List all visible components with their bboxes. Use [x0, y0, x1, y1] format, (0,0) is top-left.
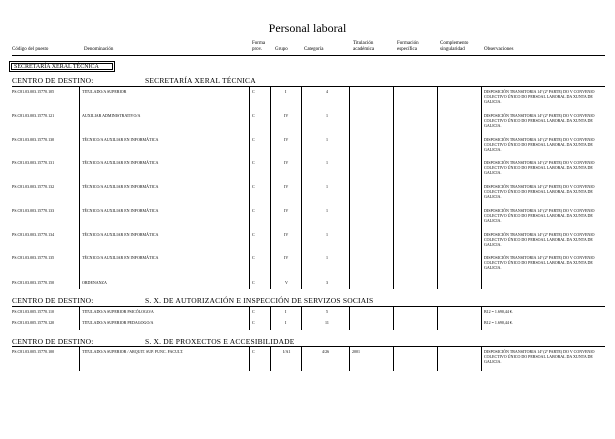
col-complemento-l1: Complemento	[440, 41, 469, 46]
col-titulacion-l2: académica	[353, 47, 375, 52]
cell-forma: C	[252, 137, 255, 142]
column-separator	[301, 347, 302, 371]
cell-grupo: IV	[284, 232, 289, 237]
cell-grupo: I/A1	[283, 349, 291, 354]
cell-categoria: 1	[326, 113, 328, 118]
column-separator	[249, 307, 250, 330]
column-separator	[393, 307, 394, 330]
col-formacion-l2: específica	[397, 47, 417, 52]
cell-categoria: 5	[326, 309, 328, 314]
col-forma-l1: Forma	[252, 41, 266, 46]
cell-grupo: I	[285, 309, 287, 314]
col-titulacion-l1: Titulación	[353, 41, 374, 46]
column-separator	[481, 307, 482, 330]
cell-forma: C	[252, 349, 255, 354]
cell-grupo: IV	[284, 184, 289, 189]
cell-forma: C	[252, 320, 255, 325]
cell-titulacion: 2001	[352, 349, 360, 354]
cell-forma: C	[252, 208, 255, 213]
cell-denominacion: TITULADO/A SUPERIOR PEDAGOGO/A	[82, 320, 154, 325]
cell-code: PS.C81.03.005.15770.110	[12, 309, 54, 314]
column-separator	[349, 87, 350, 289]
cell-denominacion: TITULADO/A SUPERIOR	[82, 89, 127, 94]
column-separator	[79, 347, 80, 371]
cell-code: PS.C81.03.003.15770.105	[12, 89, 55, 94]
column-separator	[301, 307, 302, 330]
cell-code: PS.C81.03.003.15770.130	[12, 137, 55, 142]
column-separator	[301, 87, 302, 289]
centro-rule	[12, 306, 605, 307]
cell-observaciones: DISPOSICIÓN TRANSITORIA 14ª (2ª PARTE) DO V CONVENIO COLECTIVO ÚNICO DO PERSOAL LABORAL DA XUNTA DE GALICIA.	[484, 160, 595, 175]
cell-forma: C	[252, 309, 255, 314]
column-separator	[393, 87, 394, 289]
centro-label: CENTRO DE DESTINO:	[12, 296, 94, 305]
cell-grupo: V	[285, 280, 288, 285]
centro-name: SECRETARÍA XERAL TÉCNICA	[145, 76, 256, 85]
cell-denominacion: TÉCNICO/A AUXILIAR EN INFORMÁTICA	[82, 137, 159, 142]
cell-denominacion: TÉCNICO/A AUXILIAR EN INFORMÁTICA	[82, 208, 159, 213]
cell-observaciones: DISPOSICIÓN TRANSITORIA 14ª (2ª PARTE) DO V CONVENIO COLECTIVO ÚNICO DO PERSOAL LABORAL DA XUNTA DE GALICIA.	[484, 255, 595, 270]
column-separator	[349, 307, 350, 330]
centro-name: S. X. DE AUTORIZACIÓN E INSPECCIÓN DE SERVIZOS SOCIAIS	[145, 296, 374, 305]
cell-grupo: IV	[284, 137, 289, 142]
cell-forma: C	[252, 89, 255, 94]
section-box	[9, 61, 115, 72]
cell-forma: C	[252, 184, 255, 189]
cell-observaciones: B12 = 1.690,44 €.	[484, 309, 513, 314]
cell-categoria: 1	[326, 184, 328, 189]
cell-grupo: I	[285, 320, 287, 325]
cell-observaciones: DISPOSICIÓN TRANSITORIA 14ª (2ª PARTE) DO V CONVENIO COLECTIVO ÚNICO DO PERSOAL LABORAL DA XUNTA DE GALICIA.	[484, 137, 595, 152]
column-separator	[79, 87, 80, 289]
col-observaciones: Observaciones	[484, 47, 514, 52]
cell-grupo: IV	[284, 160, 289, 165]
cell-categoria: 1	[326, 137, 328, 142]
cell-denominacion: AUXILIAR ADMINISTRATIVO/A	[82, 113, 141, 118]
cell-denominacion: TÉCNICO/A AUXILIAR EN INFORMÁTICA	[82, 255, 159, 260]
cell-grupo: I	[285, 89, 287, 94]
cell-code: PS.C81.03.003.15770.121	[12, 113, 55, 118]
col-formacion-l1: Formación	[397, 41, 419, 46]
col-denominacion: Denominación	[84, 47, 114, 52]
column-separator	[481, 347, 482, 371]
column-separator	[79, 307, 80, 330]
column-separator	[437, 87, 438, 289]
cell-code: PS.C81.03.005.15770.100	[12, 349, 55, 354]
cell-categoria: 1	[326, 160, 328, 165]
cell-denominacion: ORDENANZA	[82, 280, 107, 285]
cell-observaciones: B12 = 1.690,44 €.	[484, 320, 513, 325]
column-separator	[349, 347, 350, 371]
column-separator	[270, 347, 271, 371]
cell-code: PS.C81.03.003.15770.132	[12, 184, 55, 189]
cell-code: PS.C81.03.003.15770.131	[12, 160, 55, 165]
section-label: SECRETARÍA XERAL TÉCNICA	[11, 63, 113, 70]
cell-categoria: 1	[326, 255, 328, 260]
cell-observaciones: DISPOSICIÓN TRANSITORIA 14ª (2ª PARTE) DO V CONVENIO COLECTIVO ÚNICO DO PERSOAL LABORAL DA XUNTA DE GALICIA.	[484, 232, 595, 247]
cell-forma: C	[252, 113, 255, 118]
cell-code: PS.C81.03.005.15770.120	[12, 320, 55, 325]
cell-grupo: IV	[284, 113, 289, 118]
cell-categoria: 3	[326, 280, 328, 285]
column-separator	[249, 347, 250, 371]
cell-forma: C	[252, 160, 255, 165]
cell-denominacion: TÉCNICO/A AUXILIAR EN INFORMÁTICA	[82, 184, 159, 189]
centro-name: S. X. DE PROXECTOS E ACCESIBILIDADE	[145, 337, 295, 346]
cell-code: PS.C81.03.003.15770.134	[12, 232, 55, 237]
cell-forma: C	[252, 232, 255, 237]
centro-rule	[12, 86, 605, 87]
cell-code: PS.C81.03.003.15770.135	[12, 255, 55, 260]
cell-categoria: 1	[326, 232, 328, 237]
cell-observaciones: DISPOSICIÓN TRANSITORIA 14ª (2ª PARTE) DO V CONVENIO COLECTIVO ÚNICO DO PERSOAL LABORAL DA XUNTA DE GALICIA.	[484, 113, 595, 128]
column-separator	[249, 87, 250, 289]
column-separator	[437, 307, 438, 330]
cell-denominacion: TITULADO/A SUPERIOR PSICÓLOGO/A	[82, 309, 154, 314]
column-separator	[437, 347, 438, 371]
cell-observaciones: DISPOSICIÓN TRANSITORIA 14ª (2ª PARTE) DO V CONVENIO COLECTIVO ÚNICO DO PERSOAL LABORAL DA XUNTA DE GALICIA.	[484, 89, 595, 104]
cell-denominacion: TÉCNICO/A AUXILIAR EN INFORMÁTICA	[82, 160, 159, 165]
cell-observaciones: DISPOSICIÓN TRANSITORIA 14ª (2ª PARTE) DO V CONVENIO COLECTIVO ÚNICO DO PERSOAL LABORAL DA XUNTA DE GALICIA.	[484, 208, 595, 223]
col-categoria: Categoría	[304, 47, 324, 52]
column-separator	[481, 87, 482, 289]
cell-denominacion: TITULADO/A SUPERIOR / ARQUIT. SUP. FUNC. FACULT.	[82, 349, 184, 354]
column-separator	[393, 347, 394, 371]
cell-denominacion: TÉCNICO/A AUXILIAR EN INFORMÁTICA	[82, 232, 159, 237]
cell-observaciones: DISPOSICIÓN TRANSITORIA 14ª (2ª PARTE) DO V CONVENIO COLECTIVO ÚNICO DO PERSOAL LABORAL DA XUNTA DE GALICIA.	[484, 184, 595, 199]
cell-grupo: IV	[284, 255, 289, 260]
cell-code: PS.C81.03.003.15770.150	[12, 280, 55, 285]
cell-code: PS.C81.03.003.15770.133	[12, 208, 55, 213]
header-rule	[12, 55, 605, 56]
cell-categoria: 11	[325, 320, 329, 325]
col-complemento-l2: singularidad	[440, 47, 465, 52]
col-forma-l2: prov.	[252, 47, 263, 52]
cell-categoria: 4/26	[322, 349, 330, 354]
column-separator	[270, 307, 271, 330]
cell-observaciones: DISPOSICIÓN TRANSITORIA 14ª (2ª PARTE) DO V CONVENIO COLECTIVO ÚNICO DO PERSOAL LABORAL DA XUNTA DE GALICIA.	[484, 349, 595, 364]
col-grupo: Grupo	[275, 47, 288, 52]
cell-categoria: 4	[326, 89, 328, 94]
cell-forma: C	[252, 280, 255, 285]
column-separator	[270, 87, 271, 289]
page-title: Personal laboral	[268, 21, 347, 35]
cell-grupo: IV	[284, 208, 289, 213]
cell-categoria: 1	[326, 208, 328, 213]
centro-rule	[12, 346, 605, 347]
centro-label: CENTRO DE DESTINO:	[12, 337, 94, 346]
col-codigo: Código del puesto	[12, 47, 49, 52]
cell-forma: C	[252, 255, 255, 260]
centro-label: CENTRO DE DESTINO:	[12, 76, 94, 85]
